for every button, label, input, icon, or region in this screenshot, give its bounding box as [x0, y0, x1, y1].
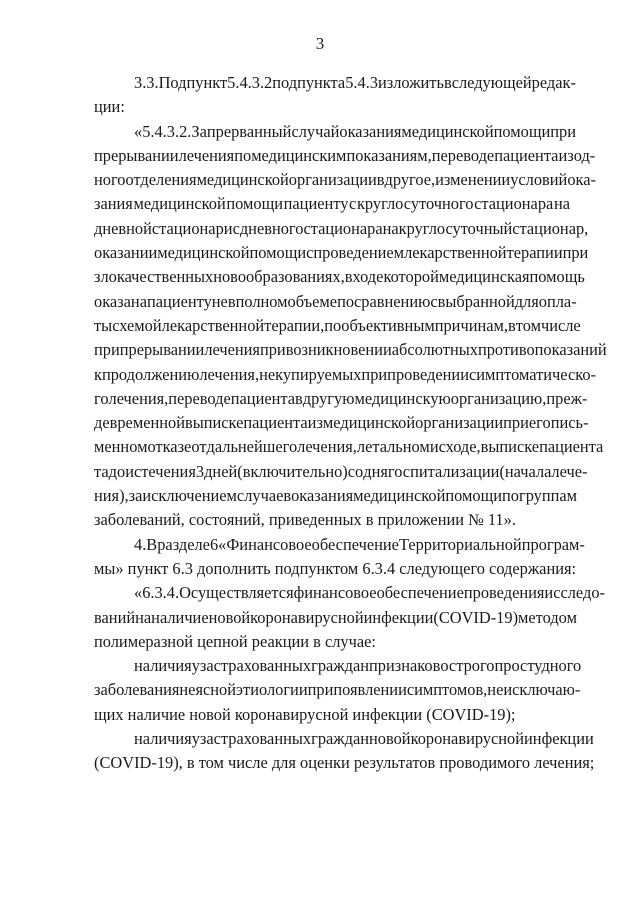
- text-line: 4. В разделе 6 «Финансовое обеспечение Территориальной програм-: [134, 534, 585, 554]
- text-line: (COVID-19), в том числе для оценки результатов проводимого лечения;: [94, 753, 595, 773]
- text-line: ного отделения медицинской организации в другое, изменении условий ока-: [94, 170, 596, 190]
- text-line: оказании медицинской помощи с проведением лекарственной терапии при: [94, 243, 589, 263]
- text-line: ваний на наличие новой коронавирусной инфекции (COVID-19) методом: [94, 607, 577, 627]
- text-line: наличия у застрахованных граждан признаков острого простудного: [134, 656, 582, 676]
- text-line: дневной стационар и с дневного стационара на круглосуточный стационар,: [94, 218, 589, 238]
- text-line: 3.3. Подпункт 5.4.3.2 подпункта 5.4.3 изложить в следующей редак-: [134, 73, 576, 92]
- text-line: «5.4.3.2. За прерванный случай оказания медицинской помощи при: [134, 121, 577, 141]
- text-line: девременной выписке пациента из медицинской организации при его пись-: [94, 413, 589, 433]
- text-line: оказана пациенту не в полном объеме по сравнению с выбранной для опла-: [94, 291, 577, 311]
- text-line: мы» пункт 6.3 дополнить подпунктом 6.3.4 следующего содержания:: [94, 558, 577, 578]
- document-body: [94, 71, 607, 776]
- text-line: ния), за исключением случаев оказания медицинской помощи по группам: [94, 486, 578, 506]
- text-line: наличия у застрахованных граждан новой коронавирусной инфекции: [134, 729, 594, 749]
- page-number: 3: [315, 34, 325, 53]
- text-line: го лечения, переводе пациента в другую медицинскую организацию, преж-: [94, 388, 588, 408]
- text-line: прерывании лечения по медицинским показаниям, переводе пациента из од-: [94, 145, 596, 165]
- text-line: злокачественных новообразованиях, в ходе которой медицинская помощь: [94, 267, 585, 287]
- text-line: заболевания неясной этиологии при появлении симптомов, не исключаю-: [94, 680, 581, 700]
- text-line: заболеваний, состояний, приведенных в приложении № 11».: [94, 510, 516, 530]
- text-line: при прерывании лечения при возникновении абсолютных противопоказаний: [94, 340, 607, 360]
- text-line: менном отказе от дальнейшего лечения, летальном исходе, выписке пациента: [94, 437, 604, 457]
- text-line: к продолжению лечения, не купируемых при проведении симптоматическо-: [94, 364, 597, 384]
- text-line: та до истечения 3 дней (включительно) со дня госпитализации (начала лече-: [94, 461, 588, 481]
- text-line: «6.3.4. Осуществляется финансовое обеспечение проведения исследо-: [134, 583, 605, 603]
- text-line: щих наличие новой коронавирусной инфекции (COVID-19);: [94, 704, 516, 724]
- text-line: ты схемой лекарственной терапии, по объективным причинам, в том числе: [94, 315, 581, 335]
- text-line: зания медицинской помощи пациенту с круглосуточного стационара на: [94, 194, 570, 214]
- text-line: ции:: [94, 97, 125, 117]
- text-line: полимеразной цепной реакции в случае:: [94, 631, 376, 651]
